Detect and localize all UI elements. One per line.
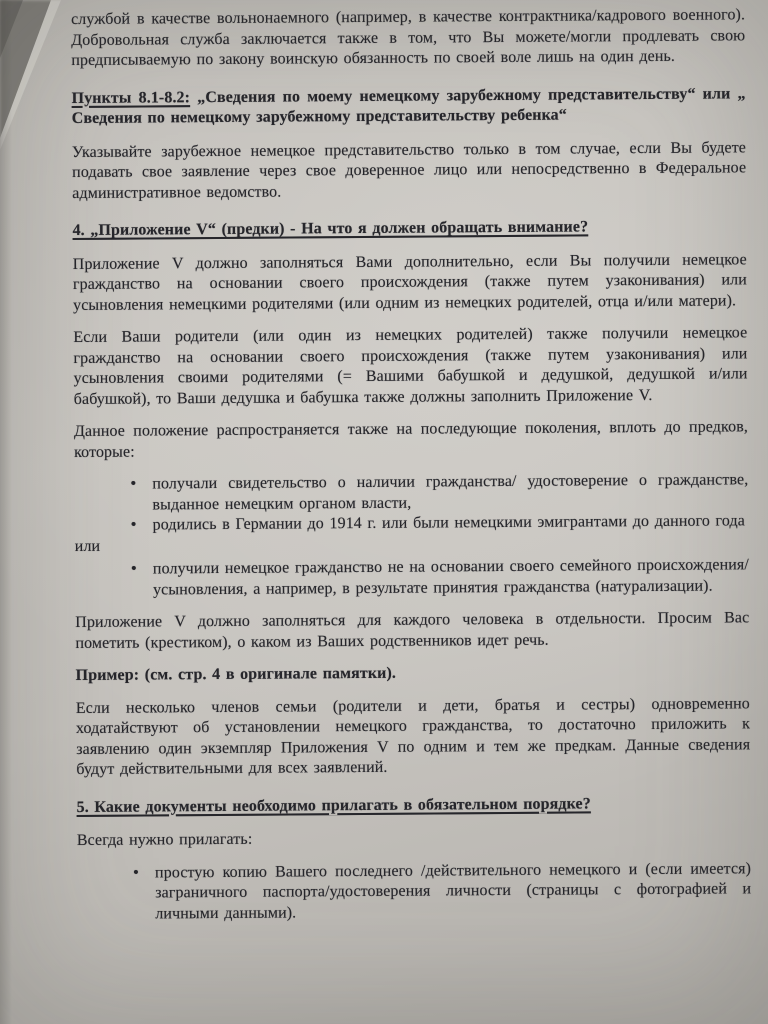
paragraph-always-attach: Всегда нужно прилагать: — [76, 830, 253, 849]
heading-points-text: „Сведения по моему немецкому зарубежному представительству“ или „ Сведения по немецкому зарубежному представительству ребенка“ — [71, 84, 746, 127]
paragraph-generations: Данное положение распространяется также на последующие поколения, вплоть до предков, которые: — [73, 418, 748, 461]
left-edge-shadow — [0, 0, 12, 1024]
document-text — [71, 5, 751, 925]
word-or: или — [74, 537, 101, 555]
paragraph-annex-v-applicant: Приложение V должно заполняться Вами дополнительно, если Вы получили немецкое гражданство на основании своего происхождения (также путем узаконивания) или усыновления немецкими родителями (или одним из немецких родителей, отца и/или матери). — [72, 250, 747, 314]
paragraph-foreign-representation: Указывайте зарубежное немецкое представительство только в том случае, если Вы будете подавать свое заявление через свое доверенное лицо или непосредственно в Федеральное административное ведомство. — [71, 138, 747, 202]
ancestor-conditions-list — [74, 470, 748, 536]
heading-section-4: 4. „Приложение V“ (предки) - На что я должен обращать внимание? — [72, 218, 589, 239]
list-item-naturalization: • получили немецкое гражданство не на основании своего семейного происхождения/усыновления, а например, в результате принятия гражданства (натурализации). — [125, 555, 749, 600]
heading-points-8-1-8-2 — [72, 84, 746, 130]
heading-section-5: 5. Какие документы необходимо прилагать в обязательном порядке? — [76, 794, 591, 816]
required-documents-list — [77, 859, 751, 925]
ancestor-conditions-list-continued — [75, 555, 749, 601]
paragraph-family-members: Если несколько членов семьи (родители и дети, братья и сестры) одновременно ходатайствуют об установлении немецкого гражданства, то достаточно приложить к заявлению один экземпляр Приложения V по одним и тем же предкам. Данные сведения будут действительными для всех заявлений. — [75, 694, 751, 778]
list-item-passport-copy: • простую копию Вашего последнего /действительного немецкого и (если имеется) заграничного паспорта/удостоверения личности (страницы с фотографией и личными данными). — [127, 859, 751, 925]
list-item-certificate: • получали свидетельство о наличии гражданства/ удостоверение о гражданстве, выданное немецким органом власти, — [124, 470, 748, 515]
list-item-born-before-1914: • родились в Германии до 1914 г. или были немецкими эмигрантами до данного года — [125, 511, 749, 536]
example-note: Пример: (см. стр. 4 в оригинале памятки). — [75, 664, 397, 684]
heading-points-label: Пункты 8.1-8.2: — [71, 88, 191, 107]
paragraph-annex-v-parents: Если Ваши родители (или один из немецких родителей) также получили немецкое гражданство на основании своего происхождения (также путем узаконивания) или усыновления своими родителями (= Вашими бабушкой и дедушкой, дедушкой и/или бабушкой), то Ваши дедушка и бабушка также должны заполнить Приложение V. — [73, 324, 748, 408]
paragraph-voluntary-service: службой в качестве вольнонаемного (например, в качестве контрактника/кадрового военного). Добровольная служба заключается также в том, что Вы можете/могли продлевать свою предписываемую по закону воинскую обязанность по своей воле лишь на один день. — [71, 6, 746, 69]
paragraph-per-person: Приложение V должно заполняться для каждого человека в отдельности. Просим Вас пометить (крестиком), о каком из Ваших родственников идет речь. — [75, 609, 750, 652]
